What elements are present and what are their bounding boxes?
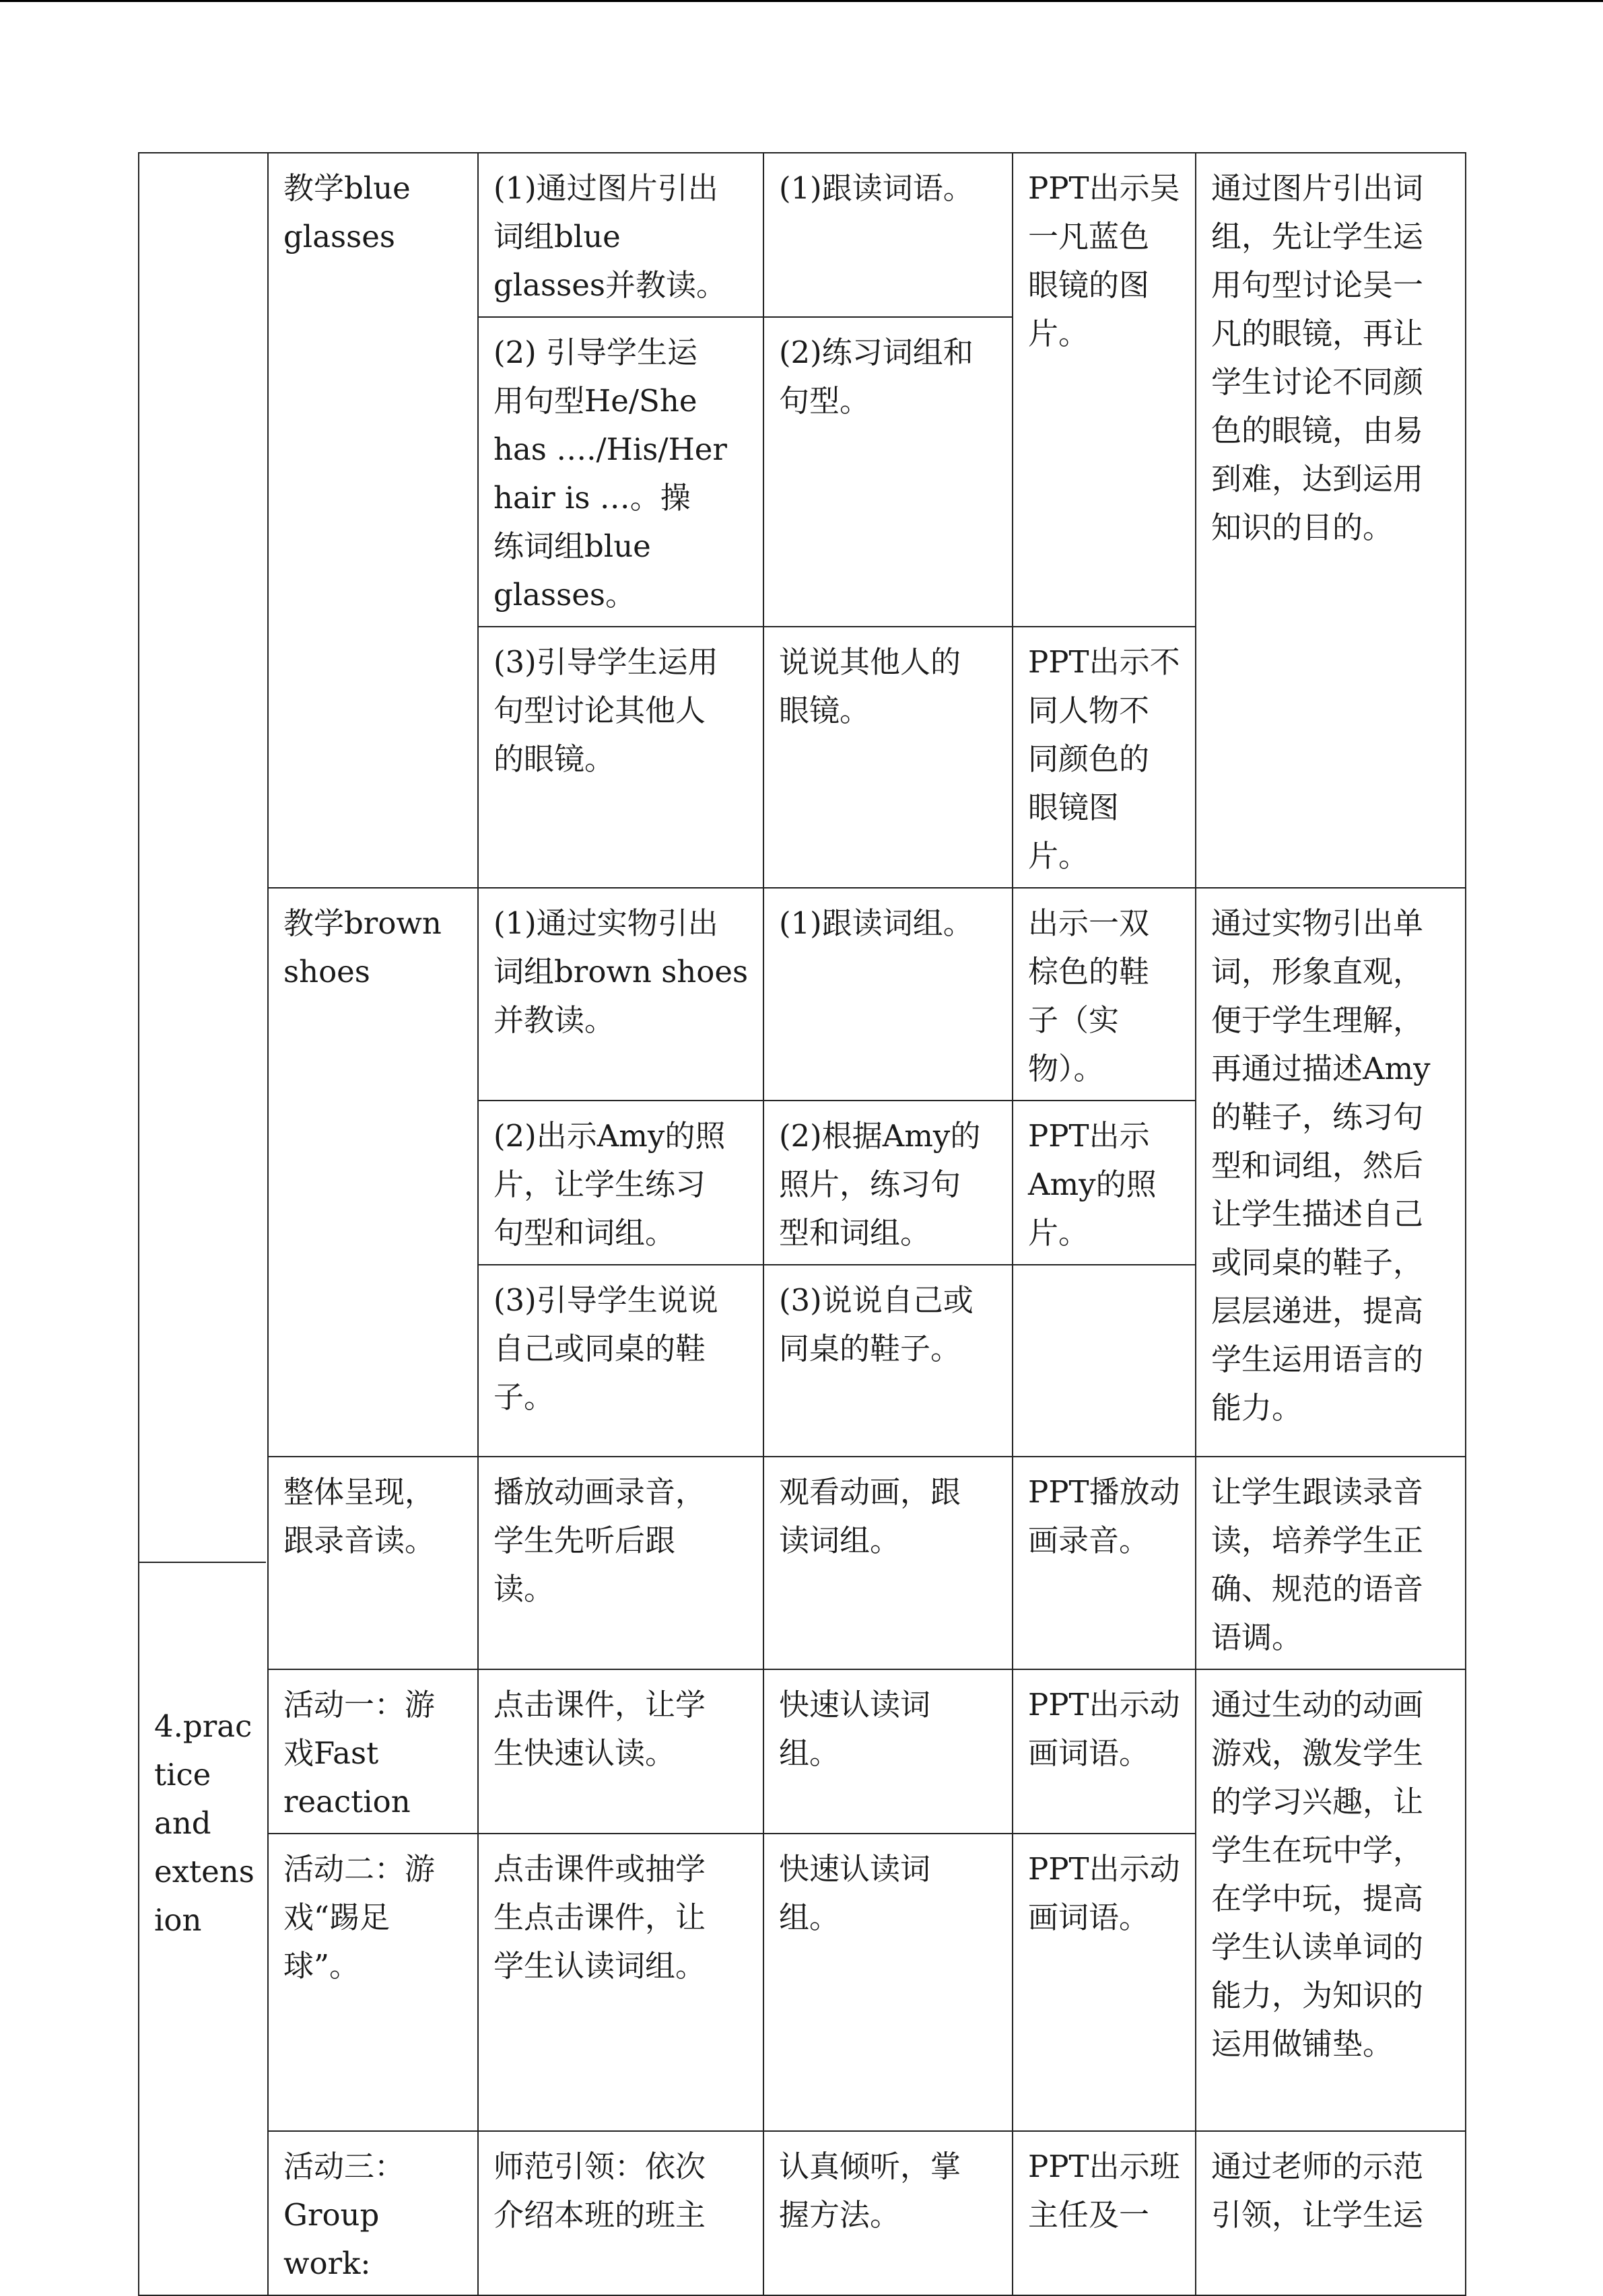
teacher-activity-cell: (2)出示Amy的照 片，让学生练习 句型和词组。 (478, 1101, 763, 1265)
student-activity-cell: 观看动画，跟 读词组。 (763, 1457, 1013, 1669)
topic-cell: 活动一：游 戏Fast reaction (268, 1669, 478, 1834)
table-row (139, 1669, 1466, 1834)
teacher-activity-cell: 师范引领：依次 介绍本班的班主 (478, 2131, 763, 2295)
topic-cell: 活动三： Group work: (268, 2131, 478, 2295)
teacher-activity-cell: 点击课件或抽学 生点击课件，让 学生认读词组。 (478, 1834, 763, 2131)
teacher-activity-cell: (1)通过图片引出 词组blue glasses并教读。 (478, 153, 763, 317)
resource-cell: PPT出示吴 一凡蓝色 眼镜的图 片。 (1013, 153, 1196, 627)
purpose-cell: 通过老师的示范 引领，让学生运 (1196, 2131, 1466, 2295)
student-activity-cell: 说说其他人的 眼镜。 (763, 627, 1013, 888)
stage-label-practice: 4.prac tice and extens ion (139, 1562, 266, 2084)
student-activity-cell: 快速认读词 组。 (763, 1834, 1013, 2131)
teacher-activity-cell: (3)引导学生说说 自己或同桌的鞋 子。 (478, 1265, 763, 1457)
student-activity-cell: 认真倾听，掌 握方法。 (763, 2131, 1013, 2295)
resource-cell: PPT出示动 画词语。 (1013, 1834, 1196, 2131)
resource-cell: PPT出示不 同人物不 同颜色的 眼镜图 片。 (1013, 627, 1196, 888)
page-top-border (0, 0, 1603, 2)
teacher-activity-cell: (2) 引导学生运 用句型He/She has …./His/Her hair is …。操 练词组blue glasses。 (478, 317, 763, 627)
resource-cell-empty (1013, 1265, 1196, 1457)
table-row (139, 153, 1466, 317)
teacher-activity-cell: (3)引导学生运用 句型讨论其他人 的眼镜。 (478, 627, 763, 888)
topic-cell: 活动二：游 戏“踢足 球”。 (268, 1834, 478, 2131)
resource-cell: PPT出示 Amy的照 片。 (1013, 1101, 1196, 1265)
teacher-activity-cell: 播放动画录音， 学生先听后跟 读。 (478, 1457, 763, 1669)
purpose-cell: 通过实物引出单 词，形象直观， 便于学生理解， 再通过描述Amy 的鞋子，练习句 型和词组，然后 让学生描述自己 或同桌的鞋子， 层层递进，提高 学生运用语言的 能力。 (1196, 888, 1466, 1457)
resource-cell: PPT播放动 画录音。 (1013, 1457, 1196, 1669)
student-activity-cell: (2)根据Amy的 照片，练习句 型和词组。 (763, 1101, 1013, 1265)
resource-cell: PPT出示动 画词语。 (1013, 1669, 1196, 1834)
purpose-cell: 让学生跟读录音 读，培养学生正 确、规范的语音 语调。 (1196, 1457, 1466, 1669)
table-row (139, 888, 1466, 1101)
purpose-cell: 通过生动的动画 游戏，激发学生 的学习兴趣，让 学生在玩中学， 在学中玩，提高 学生认读单词的 能力，为知识的 运用做铺垫。 (1196, 1669, 1466, 2131)
teacher-activity-cell: (1)通过实物引出 词组brown shoes 并教读。 (478, 888, 763, 1101)
table-row (139, 1457, 1466, 1669)
student-activity-cell: (2)练习词组和 句型。 (763, 317, 1013, 627)
student-activity-cell: (3)说说自己或 同桌的鞋子。 (763, 1265, 1013, 1457)
teacher-activity-cell: 点击课件，让学 生快速认读。 (478, 1669, 763, 1834)
purpose-cell: 通过图片引出词 组，先让学生运 用句型讨论吴一 凡的眼镜，再让 学生讨论不同颜 色的眼镜，由易 到难，达到运用 知识的目的。 (1196, 153, 1466, 888)
lesson-plan-table (138, 152, 1466, 2296)
table-row (139, 2131, 1466, 2295)
student-activity-cell: 快速认读词 组。 (763, 1669, 1013, 1834)
resource-cell: 出示一双 棕色的鞋 子（实 物）。 (1013, 888, 1196, 1101)
resource-cell: PPT出示班 主任及一 (1013, 2131, 1196, 2295)
topic-cell: 教学brown shoes (268, 888, 478, 1457)
topic-cell: 整体呈现， 跟录音读。 (268, 1457, 478, 1669)
topic-cell: 教学blue glasses (268, 153, 478, 888)
student-activity-cell: (1)跟读词组。 (763, 888, 1013, 1101)
student-activity-cell: (1)跟读词语。 (763, 153, 1013, 317)
